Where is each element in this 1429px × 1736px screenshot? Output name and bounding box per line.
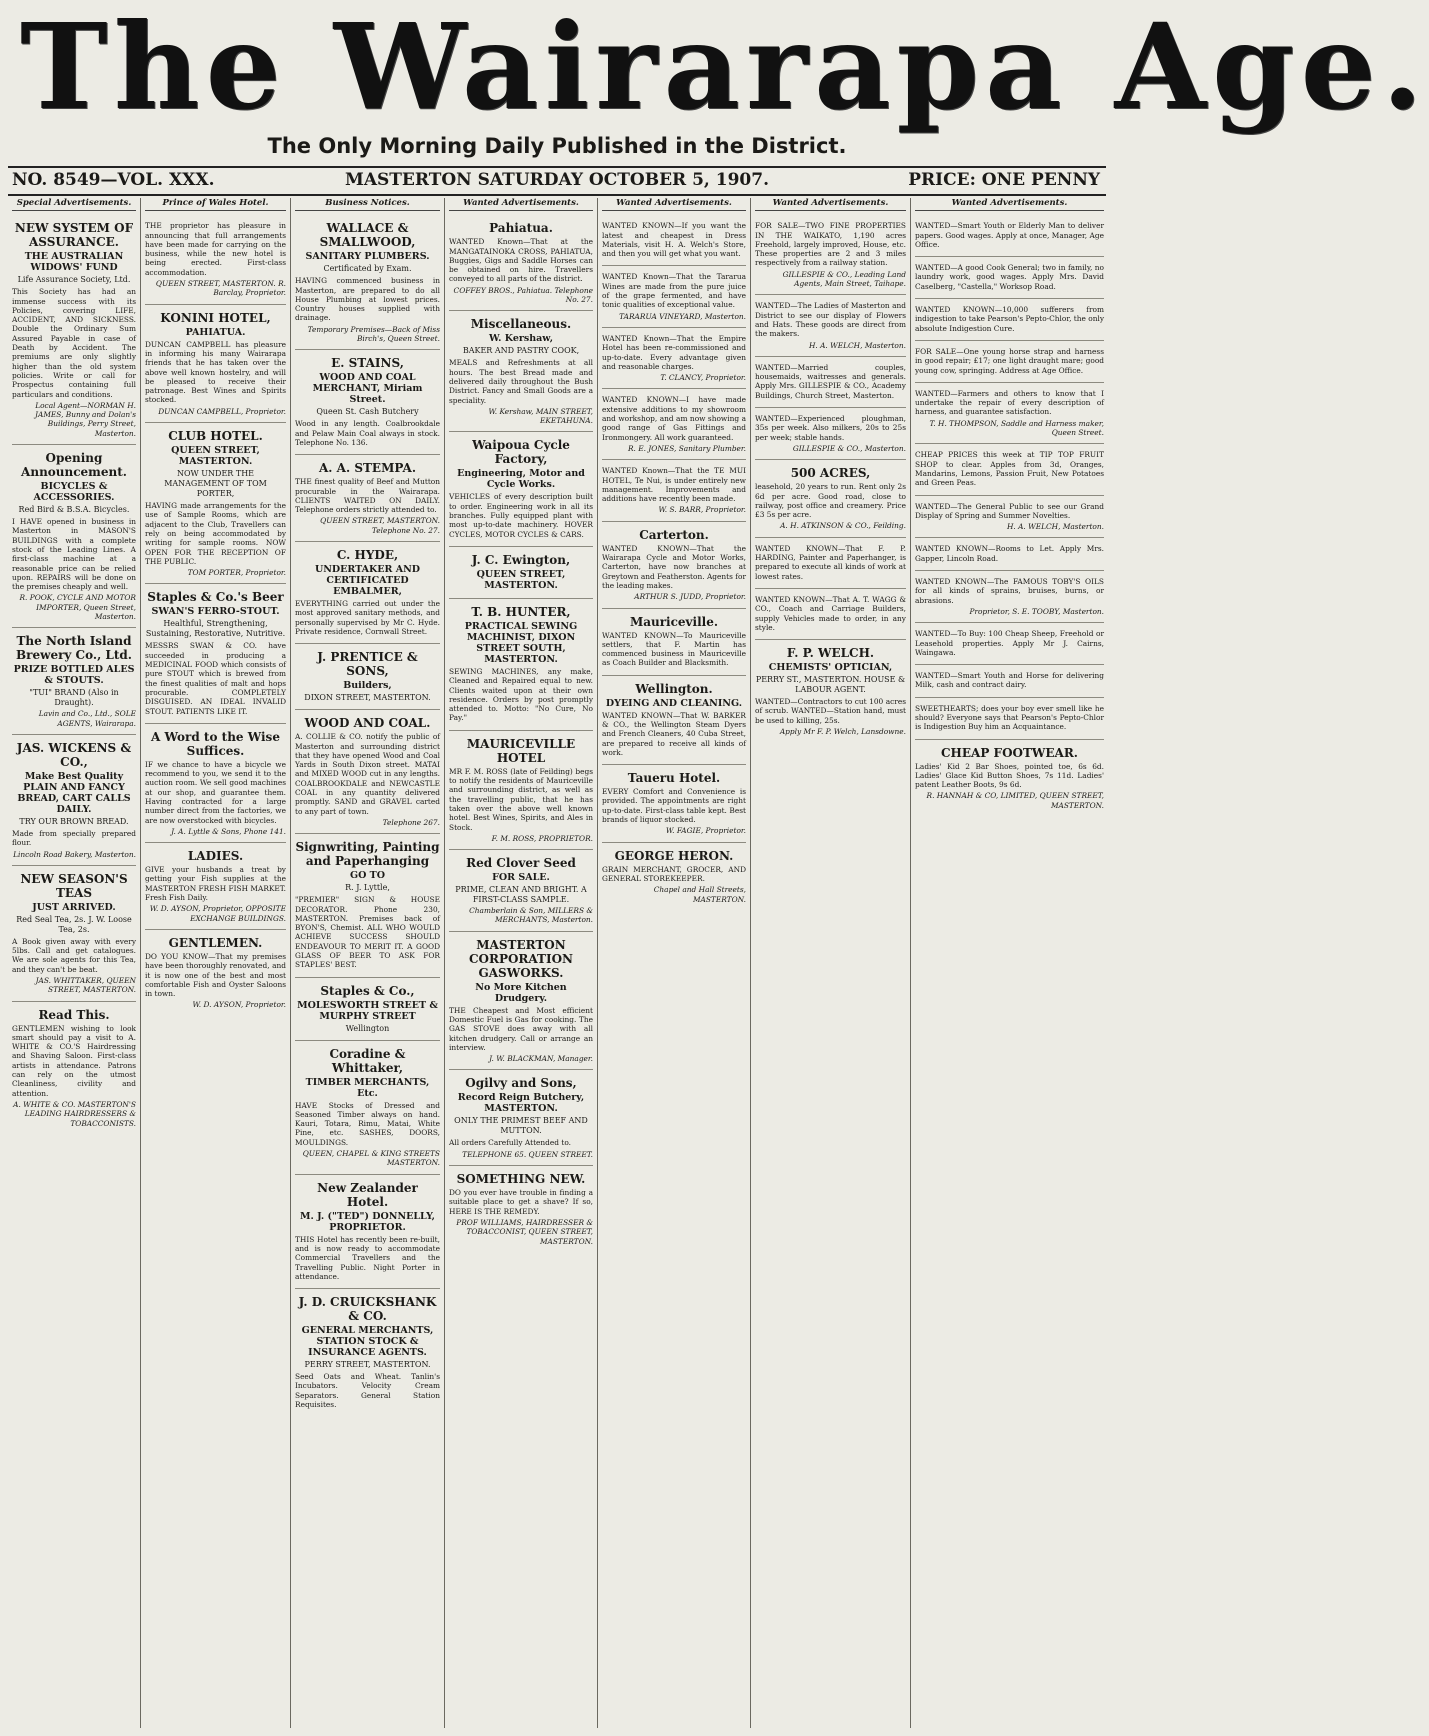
ad-heading-3: Healthful, Strengthening, Sustaining, Restorative, Nutritive.	[145, 619, 286, 639]
ad-heading-1: J. PRENTICE & SONS,	[317, 650, 418, 679]
advertisement-columns	[8, 198, 1108, 1728]
ad-signature: W. Kershaw, MAIN STREET, EKETAHUNA.	[488, 406, 593, 426]
advertisement	[755, 589, 906, 640]
ad-text: "PREMIER" SIGN & HOUSE DECORATOR. Phone 230, MASTERTON. Premises back of BYON'S, Chemist. ALL WHO WOULD ACHIEVE SUCCESS SHOULD ENDEAVOUR TO MERIT IT. A GOOD GLASS OF BEER TO ASK FOR STAPLES' BEST.	[295, 895, 440, 970]
ad-signature: TOM PORTER, Proprietor.	[187, 568, 286, 578]
ad-heading-3: "TUI" BRAND (Also in Draught).	[29, 688, 119, 708]
ad-signature: ARTHUR S. JUDD, Proprietor.	[634, 592, 746, 602]
ad-heading-3: Life Assurance Society, Ltd.	[17, 275, 131, 285]
ad-text: EVERY Comfort and Convenience is provided. The appointments are right up-to-date. First-class table kept. Best brands of liquor stocked.	[602, 787, 746, 825]
advertisement	[449, 932, 593, 1071]
ad-text: THE finest quality of Beef and Mutton procurable in the Wairarapa. CLIENTS WAITED ON DAILY. Telephone orders strictly attended to.	[295, 477, 440, 515]
ad-signature: W. S. BARR, Proprietor.	[658, 505, 746, 515]
ad-signature: DUNCAN CAMPBELL, Proprietor.	[158, 406, 286, 416]
advertisement	[12, 445, 136, 628]
ad-signature: Temporary Premises—Back of Miss Birch's, Queen Street.	[307, 324, 440, 344]
ad-text: leasehold, 20 years to run. Rent only 2s 6d per acre. Good road, close to railway, post office and creamery. Price £3 5s per acre.	[755, 482, 906, 520]
ad-text: WANTED KNOWN—The FAMOUS TOBY'S OILS for all kinds of sprains, bruises, burns, or abrasions.	[915, 577, 1104, 605]
ad-heading-2: QUEEN STREET, MASTERTON.	[476, 568, 566, 591]
advertisement	[449, 215, 593, 311]
advertisement	[449, 1070, 593, 1166]
column-2	[141, 198, 291, 1728]
ad-signature: Lavin and Co., Ltd., SOLE AGENTS, Wairarapa.	[38, 709, 136, 728]
ad-text: WANTED—Experienced ploughman, 35s per week. Also milkers, 20s to 25s per week; stable hands.	[755, 414, 906, 442]
ad-signature: T. H. THOMPSON, Saddle and Harness maker, Queen Street.	[929, 418, 1104, 438]
advertisement	[449, 311, 593, 432]
advertisement	[145, 215, 286, 304]
ad-heading-1: GEORGE HERON.	[614, 848, 734, 863]
issue-number: NO. 8549—VOL. XXX.	[12, 170, 215, 190]
ad-text: EVERYTHING carried out under the most approved sanitary methods, and personally supervised by Mr C. Hyde. Private residence, Cornwall Street.	[295, 599, 440, 636]
ad-heading-3: Wellington	[345, 1023, 390, 1033]
ad-heading-3: TRY OUR BROWN BREAD.	[19, 816, 129, 826]
ad-heading-1: J. D. CRUICKSHANK & CO.	[298, 1295, 437, 1324]
ad-heading-3: ONLY THE PRIMEST BEEF AND MUTTON.	[454, 1116, 588, 1136]
advertisement	[145, 584, 286, 723]
advertisement	[602, 266, 746, 327]
ad-signature: W. D. AYSON, Proprietor, OPPOSITE EXCHANGE BUILDINGS.	[149, 904, 286, 923]
ad-heading-2: WOOD AND COAL MERCHANT, Miriam Street.	[312, 372, 423, 406]
advertisement	[145, 930, 286, 1016]
ad-heading-1: GENTLEMEN.	[168, 935, 263, 950]
advertisement	[449, 850, 593, 932]
ad-heading-1: Taueru Hotel.	[627, 771, 721, 786]
advertisement	[915, 496, 1104, 539]
ad-heading-2: W. Kershaw,	[488, 333, 554, 345]
ad-text: MEALS and Refreshments at all hours. The best Bread made and delivered daily throughout the Bush District. Fancy and Small Goods are a speciality.	[449, 358, 593, 405]
ad-signature: Local Agent—NORMAN H. JAMES, Bunny and Dolan's Buildings, Perry Street, Masterton.	[35, 400, 136, 438]
ad-heading-3: DIXON STREET, MASTERTON.	[304, 693, 431, 703]
advertisement	[295, 1041, 440, 1175]
ad-heading-1: New Zealander Hotel.	[317, 1180, 418, 1209]
ad-text: Seed Oats and Wheat. Tanlin's Incubators. Velocity Cream Separators. General Station Requisites.	[295, 1372, 440, 1410]
ad-text: This Society has had an immense success with its Policies, covering LIFE, ACCIDENT, AND SICKNESS. Double the Ordinary Sum Assured Payable in case of Death by Accident. The premiums are only slightly higher than the old system policies. Write or call for Prospectus containing full particulars and conditions.	[12, 287, 136, 399]
ad-heading-3: NOW UNDER THE MANAGEMENT OF TOM PORTER,	[164, 469, 267, 499]
ad-text: I HAVE opened in business in Masterton in MASON'S BUILDINGS with a complete stock of the Leading Lines. A first-class machine at a reasonable price can be relied upon. REPAIRS will be done on the premises cheaply and well.	[12, 517, 136, 592]
ad-signature: Telephone 267.	[382, 817, 440, 827]
column-header: Business Notices.	[295, 198, 440, 211]
column-5	[598, 198, 751, 1728]
advertisement	[915, 665, 1104, 698]
ad-heading-2: SANITARY PLUMBERS.	[305, 251, 430, 263]
ad-text: WANTED Known—That the TE MUI HOTEL, Te Nui, is under entirely new management. Improvements and additions have recently been made.	[602, 466, 746, 504]
ad-heading-1: F. P. WELCH.	[786, 646, 875, 661]
advertisement	[602, 328, 746, 389]
advertisement	[295, 710, 440, 834]
ad-signature: J. A. Lyttle & Sons, Phone 141.	[171, 826, 286, 836]
ad-text: WANTED KNOWN—That W. BARKER & CO., the Wellington Steam Dyers and French Cleaners, 40 Cuba Street, are prepared to receive all kinds of work.	[602, 710, 746, 757]
ad-text: MR F. M. ROSS (late of Feilding) begs to notify the residents of Mauriceville and surrounding district, as well as the travelling public, that he has taken over the above well known hotel. Best Wines, Spirits, and Ales in Stock.	[449, 766, 593, 832]
ad-signature: R. HANNAH & CO, LIMITED, QUEEN STREET, MASTERTON.	[926, 791, 1104, 810]
ad-signature: Proprietor, S. E. TOOBY, Masterton.	[969, 606, 1104, 616]
ad-heading-1: T. B. HUNTER,	[471, 604, 571, 619]
advertisement	[295, 215, 440, 350]
ad-heading-3: PRIME, CLEAN AND BRIGHT. A FIRST-CLASS SAMPLE.	[455, 885, 587, 905]
ad-heading-1: NEW SEASON'S TEAS	[20, 871, 128, 900]
ad-heading-1: Carterton.	[639, 527, 709, 542]
ad-heading-1: Staples & Co.,	[320, 983, 415, 998]
ad-text: GENTLEMEN wishing to look smart should pay a visit to A. WHITE & CO.'S Hairdressing and Shaving Saloon. First-class artists in attendance. Patrons can rely on the utmost Cleanliness, civility and attention.	[12, 1023, 136, 1098]
ad-signature: J. W. BLACKMAN, Manager.	[489, 1054, 593, 1064]
ad-text: Ladies' Kid 2 Bar Shoes, pointed toe, 6s 6d. Ladies' Glace Kid Button Shoes, 7s 11d. Ladies' patent Leather Boots, 9s 6d.	[915, 761, 1104, 790]
advertisement	[449, 1166, 593, 1252]
ad-text: WANTED KNOWN—If you want the latest and cheapest in Dress Materials, visit H. A. Welch's Store, and then you will get what you want.	[602, 221, 746, 259]
ad-heading-2: Make Best Quality PLAIN AND FANCY BREAD, CART CALLS DAILY.	[17, 770, 131, 815]
ad-text: WANTED KNOWN—I have made extensive additions to my showroom and workshop, and am now showing a good range of Gas Fittings and Ironmongery. All work guaranteed.	[602, 395, 746, 442]
ad-heading-2: THE AUSTRALIAN WIDOWS' FUND	[24, 251, 124, 274]
advertisement	[915, 444, 1104, 495]
ad-heading-1: CLUB HOTEL.	[168, 429, 263, 444]
ad-text: GRAIN MERCHANT, GROCER, AND GENERAL STOREKEEPER.	[602, 864, 746, 883]
ad-text: WANTED Known—That at the MANGATAINOKA CROSS, PAHIATUA, Buggies, Gigs and Saddle Horses can be obtained on hire. Travellers conveyed to all parts of the district.	[449, 237, 593, 284]
ad-heading-2: FOR SALE.	[492, 872, 550, 884]
ad-text: MESSRS SWAN & CO. have succeeded in producing a MEDICINAL FOOD which consists of pure STOUT which is brewed from the finest qualities of malt and hops procurable. COMPLETELY DISGUISED. AN IDEAL INVALID STOUT. PATIENTS LIKE IT.	[145, 641, 286, 716]
ad-text: THIS Hotel has recently been re-built, and is now ready to accommodate Commercial Travellers and the Travelling Public. Night Porter in attendance.	[295, 1234, 440, 1281]
ad-text: DO YOU KNOW—That my premises have been thoroughly renovated, and it is now one of the best and most comfortable Fish and Oyster Saloons in town.	[145, 951, 286, 999]
ad-signature: R. POOK, CYCLE AND MOTOR IMPORTER, Queen Street, Masterton.	[19, 593, 136, 622]
masthead	[0, 0, 1429, 190]
ad-text: WANTED—To Buy: 100 Cheap Sheep, Freehold or Leasehold properties. Apply Mr J. Cairns, Waingawa.	[915, 629, 1104, 657]
column-header: Wanted Advertisements.	[602, 198, 746, 211]
ad-signature: Lincoln Road Bakery, Masterton.	[13, 849, 136, 859]
advertisement	[915, 257, 1104, 299]
ad-heading-3: R. J. Lyttle,	[345, 883, 390, 893]
ad-heading-1: Opening Announcement.	[21, 451, 127, 480]
advertisement	[915, 740, 1104, 816]
ad-heading-2: QUEEN STREET, MASTERTON.	[171, 445, 260, 468]
advertisement	[12, 735, 136, 866]
ad-text: FOR SALE—TWO FINE PROPERTIES IN THE WAIKATO, 1,190 acres Freehold, largely improved, House, etc. These properties are 2 and 3 miles respectively from a railway station.	[755, 221, 906, 268]
ad-heading-1: Waipoua Cycle Factory,	[472, 438, 570, 467]
advertisement	[449, 432, 593, 546]
ad-heading-1: Coradine & Whittaker,	[329, 1046, 406, 1075]
ad-heading-3: Queen St. Cash Butchery	[316, 407, 419, 417]
ad-heading-2: M. J. ("TED") DONNELLY, PROPRIETOR.	[300, 1210, 435, 1233]
ad-signature: TELEPHONE 65. QUEEN STREET.	[462, 1149, 593, 1159]
ad-heading-1: WOOD AND COAL.	[304, 716, 431, 731]
advertisement	[755, 408, 906, 460]
ad-signature: Apply Mr F. P. Welch, Lansdowne.	[779, 726, 906, 736]
ad-text: DUNCAN CAMPBELL has pleasure in informing his many Wairarapa friends that he has taken over the above well known hostelry, and will be pleased to receive their patronage. Best Wines and Spirits stocked.	[145, 339, 286, 405]
advertisement	[602, 389, 746, 460]
ad-text: WANTED KNOWN—10,000 sufferers from indigestion to take Pearson's Pepto-Chlor, the only absolute Indigestion Cure.	[915, 305, 1104, 333]
ad-text: IF we chance to have a bicycle we recommend to you, we send it to the auction room. We sell good machines at our shop, and guarantee them. Having contracted for a large number direct from the factories, we are now overstocked with bicycles.	[145, 759, 286, 825]
ad-heading-2: SWAN'S FERRO-STOUT.	[151, 606, 280, 618]
ad-text: WANTED—The General Public to see our Grand Display of Spring and Summer Novelties.	[915, 501, 1104, 520]
ad-heading-1: A Word to the Wise Suffices.	[151, 729, 280, 758]
column-header: Prince of Wales Hotel.	[145, 198, 286, 211]
advertisement	[145, 423, 286, 584]
ad-heading-2: UNDERTAKER AND CERTIFICATED EMBALMER,	[314, 564, 421, 598]
ad-heading-2: JUST ARRIVED.	[32, 901, 116, 913]
ad-heading-1: The North Island Brewery Co., Ltd.	[16, 634, 132, 663]
ad-heading-2: CHEMISTS' OPTICIAN,	[768, 662, 893, 674]
newspaper-title: The Wairarapa Age.	[20, 0, 1429, 136]
ad-text: THE proprietor has pleasure in announcing that full arrangements have been made for carrying on the business, while the new hotel is being erected. First-class accommodation.	[145, 221, 286, 277]
advertisement	[295, 978, 440, 1041]
ad-heading-2: BICYCLES & ACCESSORIES.	[33, 481, 115, 504]
ad-heading-2: Engineering, Motor and Cycle Works.	[457, 468, 585, 491]
advertisement	[295, 644, 440, 710]
advertisement	[145, 843, 286, 930]
ad-signature: QUEEN STREET, MASTERTON. Telephone No. 27.	[320, 516, 440, 535]
ad-heading-1: Signwriting, Painting and Paperhanging	[295, 840, 440, 869]
ad-text: HAVING commenced business in Masterton, are prepared to do all House Plumbing at lowest prices. Country houses supplied with drainage.	[295, 276, 440, 323]
ad-text: Wood in any length. Coalbrookdale and Pelaw Main Coal always in stock. Telephone No. 136.	[295, 419, 440, 447]
advertisement	[602, 609, 746, 676]
ad-text: All orders Carefully Attended to.	[449, 1138, 571, 1148]
ad-signature: QUEEN STREET, MASTERTON. R. Barclay, Proprietor.	[155, 279, 286, 298]
ad-text: WANTED—Smart Youth and Horse for delivering Milk, cash and contract dairy.	[915, 671, 1104, 690]
advertisement	[295, 455, 440, 542]
advertisement	[755, 215, 906, 295]
ad-text: DO you ever have trouble in finding a suitable place to get a shave? If so, HERE IS THE REMEDY.	[449, 1188, 593, 1216]
ad-heading-1: LADIES.	[187, 849, 244, 864]
ad-heading-1: A. A. STEMPA.	[319, 461, 416, 476]
advertisement	[915, 571, 1104, 623]
ad-heading-1: Red Clover Seed	[466, 856, 576, 871]
ad-text: HAVE Stocks of Dressed and Seasoned Timber always on hand. Kauri, Totara, Rimu, Matai, White Pine, etc. SASHES, DOORS, MOULDINGS.	[295, 1100, 440, 1147]
ad-heading-1: JAS. WICKENS & CO.,	[16, 740, 132, 769]
column-header: Wanted Advertisements.	[915, 198, 1104, 211]
advertisement	[145, 305, 286, 423]
ad-heading-2: GENERAL MERCHANTS, STATION STOCK & INSURANCE AGENTS.	[301, 1325, 434, 1359]
column-1	[8, 198, 141, 1728]
ad-signature: PROF WILLIAMS, HAIRDRESSER & TOBACCONIST, QUEEN STREET, MASTERTON.	[456, 1217, 593, 1246]
ad-signature: R. E. JONES, Sanitary Plumber.	[627, 443, 746, 453]
ad-heading-2: PRIZE BOTTLED ALES & STOUTS.	[13, 664, 135, 687]
advertisement	[915, 698, 1104, 740]
advertisement	[602, 676, 746, 765]
advertisement	[915, 538, 1104, 571]
advertisement	[295, 1175, 440, 1289]
ad-heading-3: Certificated by Exam.	[323, 264, 412, 274]
ad-signature: T. CLANCY, Proprietor.	[660, 373, 746, 383]
advertisement	[449, 731, 593, 850]
advertisement	[602, 460, 746, 521]
column-4	[445, 198, 598, 1728]
ad-heading-3: PERRY ST., MASTERTON. HOUSE & LABOUR AGENT.	[755, 675, 906, 695]
advertisement	[295, 1289, 440, 1416]
ad-text: WANTED—Contractors to cut 100 acres of scrub. WANTED—Station hand, must be used to killing, 25s.	[755, 697, 906, 725]
ad-heading-1: MAURICEVILLE HOTEL	[466, 736, 576, 765]
column-7	[911, 198, 1108, 1728]
ad-signature: F. M. ROSS, PROPRIETOR.	[491, 833, 593, 843]
advertisement	[12, 215, 136, 445]
ad-text: THE Cheapest and Most efficient Domestic Fuel is Gas for cooking. The GAS STOVE does away with all kitchen drudgery. Call or arrange an interview.	[449, 1005, 593, 1052]
ad-heading-2: PRACTICAL SEWING MACHINIST, DIXON STREET SOUTH, MASTERTON.	[464, 620, 578, 665]
ad-heading-3: Red Seal Tea, 2s. J. W. Loose Tea, 2s.	[16, 914, 132, 934]
advertisement	[12, 866, 136, 1002]
ad-signature: JAS. WHITTAKER, QUEEN STREET, MASTERTON.	[35, 975, 136, 995]
ad-heading-2: GO TO	[349, 870, 386, 882]
ad-text: WANTED—The Ladies of Masterton and District to see our display of Flowers and Hats. These goods are direct from the makers.	[755, 301, 906, 339]
advertisement	[915, 299, 1104, 341]
ad-heading-1: Pahiatua.	[489, 221, 553, 236]
ad-text: A. COLLIE & CO. notify the public of Masterton and surrounding district that they have opened Wood and Coal Yards in South Dixon street. MATAI and MIXED WOOD cut in any lengths. COALBROOKDALE and NEWCASTLE COAL in any quantity delivered promptly. SAND and GRAVEL carted to any part of town.	[295, 732, 440, 816]
advertisement	[602, 522, 746, 609]
ad-text: SWEETHEARTS; does your boy ever smell like he should? Everyone says that Pearson's Pepto-Chlor is Indigestion Buy him an Acquaintance.	[915, 703, 1104, 732]
ad-heading-1: 500 ACRES,	[790, 466, 871, 481]
ad-text: WANTED KNOWN—That the Wairarapa Cycle and Motor Works, Carterton, have now branches at Greytown and Featherston. Agents for the leading makes.	[602, 543, 746, 590]
advertisement	[12, 1002, 136, 1134]
ad-heading-2: PAHIATUA.	[185, 326, 246, 338]
ad-heading-1: Miscellaneous.	[470, 317, 572, 332]
ad-heading-2: MOLESWORTH STREET & MURPHY STREET	[297, 999, 438, 1022]
ad-text: WANTED KNOWN—That F. P. HARDING, Painter and Paperhanger, is prepared to execute all kinds of work at lowest rates.	[755, 543, 906, 581]
ad-heading-1: CHEAP FOOTWEAR.	[941, 745, 1078, 760]
ad-signature: Chamberlain & Son, MILLERS & MERCHANTS, Masterton.	[469, 906, 593, 925]
advertisement	[145, 724, 286, 843]
advertisement	[295, 542, 440, 644]
issue-date: MASTERTON SATURDAY OCTOBER 5, 1907.	[345, 170, 769, 190]
advertisement	[295, 834, 440, 977]
advertisement	[449, 547, 593, 599]
advertisement	[755, 460, 906, 537]
ad-text: GIVE your husbands a treat by getting your Fish supplies at the MASTERTON FRESH FISH MARKET. Fresh Fish Daily.	[145, 865, 286, 903]
ad-heading-1: Ogilvy and Sons,	[465, 1076, 577, 1091]
ad-heading-2: DYEING AND CLEANING.	[605, 697, 743, 709]
ad-text: WANTED Known—That the Empire Hotel has been re-commissioned and up-to-date. Every advantage given and reasonable charges.	[602, 333, 746, 371]
ad-text: WANTED—Farmers and others to know that I undertake the repair of every description of harness, and guarantee satisfaction.	[915, 388, 1104, 417]
advertisement	[449, 599, 593, 731]
ad-signature: W. D. AYSON, Proprietor.	[192, 1000, 286, 1010]
dateline-bar	[8, 166, 1106, 196]
ad-text: WANTED—A good Cook General; two in family, no laundry work, good wages. Apply Mrs. David Caselberg, "Castella," Worksop Road.	[915, 263, 1104, 291]
newspaper-subtitle: The Only Morning Daily Published in the District.	[267, 134, 847, 158]
ad-heading-1: WALLACE & SMALLWOOD,	[319, 221, 416, 250]
ad-text: WANTED—Smart Youth or Elderly Man to deliver papers. Good wages. Apply at once, Manager, Age Office.	[915, 221, 1104, 249]
advertisement	[915, 623, 1104, 665]
ad-heading-1: SOMETHING NEW.	[456, 1172, 586, 1187]
ad-heading-2: TIMBER MERCHANTS, Etc.	[305, 1076, 430, 1099]
advertisement	[915, 341, 1104, 383]
ad-signature: GILLESPIE & CO., Leading Land Agents, Main Street, Taihape.	[782, 269, 906, 289]
ad-signature: A. WHITE & CO. MASTERTON'S LEADING HAIRDRESSERS & TOBACCONISTS.	[13, 1099, 136, 1128]
ad-heading-1: E. STAINS,	[331, 356, 404, 371]
advertisement	[755, 295, 906, 356]
advertisement	[755, 538, 906, 589]
advertisement	[915, 215, 1104, 257]
column-header: Wanted Advertisements.	[449, 198, 593, 211]
ad-heading-3: BAKER AND PASTRY COOK,	[462, 346, 580, 356]
ad-text: VEHICLES of every description built to order. Engineering work in all its branches. Fully equipped plant with most up-to-date machinery. HOVER CYCLES, MOTOR CYCLES & CARS.	[449, 492, 593, 539]
advertisement	[915, 383, 1104, 444]
ad-text: A Book given away with every 5lbs. Call and get catalogues. We are sole agents for this Tea, and they can't be beat.	[12, 936, 136, 974]
ad-heading-1: KONINI HOTEL,	[160, 310, 271, 325]
ad-text: WANTED—Married couples, housemaids, waitresses and generals. Apply Mrs. GILLESPIE & CO., Academy Buildings, Church Street, Masterton.	[755, 362, 906, 400]
column-header: Wanted Advertisements.	[755, 198, 906, 211]
ad-text: Made from specially prepared flour.	[12, 828, 136, 848]
advertisement	[602, 765, 746, 842]
ad-signature: TARARUA VINEYARD, Masterton.	[619, 311, 746, 321]
ad-text: WANTED KNOWN—Rooms to Let. Apply Mrs. Gapper, Lincoln Road.	[915, 544, 1104, 563]
column-6	[751, 198, 911, 1728]
column-header: Special Advertisements.	[12, 198, 136, 211]
ad-heading-3: Red Bird & B.S.A. Bicycles.	[18, 505, 130, 515]
ad-signature: Chapel and Hall Streets, MASTERTON.	[653, 885, 746, 904]
ad-signature: W. FAGIE, Proprietor.	[665, 826, 746, 836]
ad-signature: A. H. ATKINSON & CO., Feilding.	[780, 521, 906, 531]
ad-heading-2: Builders,	[343, 680, 392, 692]
advertisement	[755, 357, 906, 408]
ad-heading-2: Record Reign Butchery, MASTERTON.	[457, 1092, 585, 1115]
ad-text: SEWING MACHINES, any make, Cleaned and Repaired equal to new. Clients waited upon at their own residence. Orders by post promptly attended to. Motto: "No Cure, No Pay."	[449, 666, 593, 723]
ad-heading-1: Staples & Co.'s Beer	[147, 590, 284, 605]
ad-text: CHEAP PRICES this week at TIP TOP FRUIT SHOP to clear. Apples from 3d, Oranges, Mandarins, Lemons, Passion Fruit, New Potatoes and Green Peas.	[915, 450, 1104, 488]
advertisement	[755, 640, 906, 742]
ad-text: WANTED KNOWN—To Mauriceville settlers, that F. Martin has commenced business in Mauriceville as Coach Builder and Blacksmith.	[602, 630, 746, 668]
advertisement	[602, 843, 746, 910]
ad-heading-1: J. C. Ewington,	[471, 552, 571, 567]
ad-signature: COFFEY BROS., Pahiatua. Telephone No. 27.	[453, 285, 593, 305]
advertisement	[295, 350, 440, 455]
ad-heading-2: No More Kitchen Drudgery.	[475, 981, 567, 1004]
ad-heading-1: C. HYDE,	[336, 548, 399, 563]
advertisement	[602, 215, 746, 266]
ad-text: WANTED Known—That the Tararua Wines are made from the pure juice of the grape fermented, and have tonic qualities of exceptional value.	[602, 272, 746, 310]
advertisement	[12, 628, 136, 735]
ad-signature: H. A. WELCH, Masterton.	[808, 340, 906, 350]
ad-heading-3: PERRY STREET, MASTERTON.	[304, 1360, 431, 1370]
ad-signature: H. A. WELCH, Masterton.	[1006, 522, 1104, 532]
ad-signature: GILLESPIE & CO., Masterton.	[792, 443, 906, 453]
ad-heading-1: NEW SYSTEM OF ASSURANCE.	[14, 221, 134, 250]
column-3	[291, 198, 445, 1728]
ad-heading-1: Mauriceville.	[629, 614, 719, 629]
ad-heading-1: MASTERTON CORPORATION GASWORKS.	[468, 937, 574, 980]
issue-price: PRICE: ONE PENNY	[908, 170, 1100, 190]
ad-heading-1: Read This.	[38, 1007, 110, 1022]
ad-text: FOR SALE—One young horse strap and harness in good repair; £17; one light draught mare; good young cow, springing. Address at Age Office.	[915, 346, 1104, 375]
ad-text: HAVING made arrangements for the use of Sample Rooms, which are adjacent to the Club, Travellers can rely on being accommodated by writing for sample rooms. NOW OPEN FOR THE RECEPTION OF THE PUBLIC.	[145, 501, 286, 566]
ad-text: WANTED KNOWN—That A. T. WAGG & CO., Coach and Carriage Builders, supply Vehicles made to order, in any style.	[755, 594, 906, 632]
ad-signature: QUEEN, CHAPEL & KING STREETS MASTERTON.	[302, 1149, 440, 1168]
ad-heading-1: Wellington.	[635, 681, 713, 696]
